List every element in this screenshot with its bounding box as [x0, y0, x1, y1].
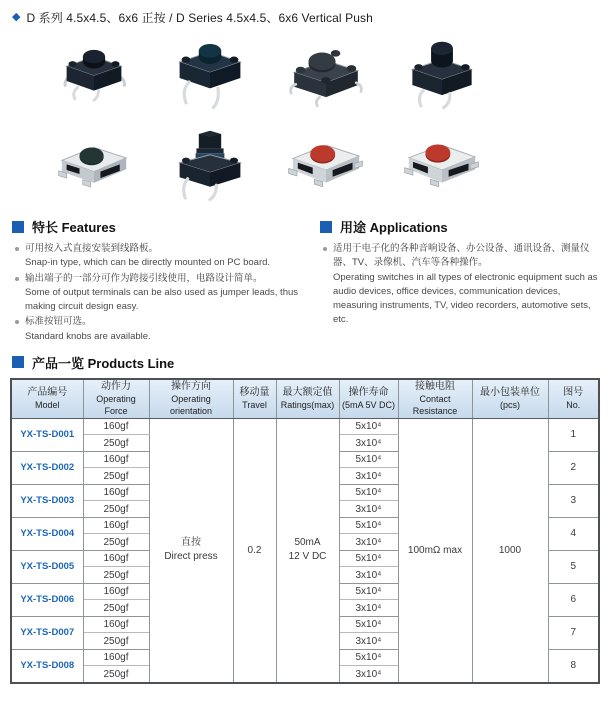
model-cell: YX-TS-D003: [11, 484, 83, 517]
applications-heading-text: 用途 Applications: [340, 220, 448, 235]
life-cell: 5x10⁴: [339, 517, 398, 534]
feature-cn: 可用按入式直接安装到线路板。: [25, 243, 159, 254]
application-item: [320, 242, 598, 328]
figure-no-cell: 7: [548, 616, 599, 649]
package-cell: 1000: [472, 418, 548, 683]
col-header-travel: 移动量 Travel: [233, 379, 276, 419]
force-cell: 250gf: [83, 600, 149, 617]
tact-switch-icon: [170, 127, 250, 205]
switch-photo-8: [384, 122, 500, 210]
force-cell: 160gf: [83, 649, 149, 666]
col-header-orientation: 操作方向 Operating orientation: [149, 379, 233, 419]
figure-no-cell: 6: [548, 583, 599, 616]
ratings-line2: 12 V DC: [288, 551, 327, 563]
travel-cell: 0.2: [233, 418, 276, 683]
table-row: [11, 418, 599, 435]
figure-no-cell: 2: [548, 451, 599, 484]
switch-photo-3: [268, 34, 384, 122]
ratings-line1: 50mA: [294, 536, 321, 548]
force-cell: 160gf: [83, 451, 149, 468]
life-cell: 5x10⁴: [339, 484, 398, 501]
force-cell: 250gf: [83, 567, 149, 584]
features-heading: [12, 217, 308, 236]
product-gallery: [10, 34, 598, 210]
life-cell: 3x10⁴: [339, 600, 398, 617]
page-title-text: D 系列 4.5x4.5、6x6 正按 / D Series 4.5x4.5、6x6 Vertical Push: [26, 10, 373, 25]
life-cell: 5x10⁴: [339, 649, 398, 666]
life-cell: 5x10⁴: [339, 616, 398, 633]
force-cell: 160gf: [83, 550, 149, 567]
switch-photo-5: [36, 122, 152, 210]
figure-no-cell: 5: [548, 550, 599, 583]
bullet-icon: [323, 247, 327, 251]
application-cn: 适用于电子化的各种音响设备、办公设备、通讯设备、测量仪器、TV、录像机、汽车等各种操作。: [333, 243, 590, 269]
switch-photo-2: [152, 34, 268, 122]
force-cell: 250gf: [83, 633, 149, 650]
feature-en: Snap-in type, which can be directly mounted on PC board.: [25, 257, 271, 269]
model-cell: YX-TS-D008: [11, 649, 83, 683]
applications-heading: [320, 217, 598, 236]
life-cell: 3x10⁴: [339, 666, 398, 683]
feature-item: [12, 242, 308, 271]
force-cell: 250gf: [83, 666, 149, 683]
model-cell: YX-TS-D006: [11, 583, 83, 616]
model-cell: YX-TS-D005: [11, 550, 83, 583]
table-header-row: [11, 379, 599, 419]
orientation-cn: 直按: [181, 536, 201, 548]
switch-photo-6: [152, 122, 268, 210]
orientation-en: Direct press: [164, 551, 218, 563]
tact-switch-icon: [403, 41, 481, 115]
blue-square-icon: [320, 221, 332, 233]
blue-square-icon: [12, 221, 24, 233]
col-header-life: 操作寿命 (5mA 5V DC): [339, 379, 398, 419]
blue-square-icon: [12, 356, 24, 368]
model-cell: YX-TS-D002: [11, 451, 83, 484]
feature-item: [12, 272, 308, 315]
force-cell: 160gf: [83, 583, 149, 600]
force-cell: 250gf: [83, 468, 149, 485]
page-title: [10, 8, 598, 26]
life-cell: 3x10⁴: [339, 501, 398, 518]
col-header-no: 图号 No.: [548, 379, 599, 419]
life-cell: 5x10⁴: [339, 550, 398, 567]
gallery-row-2: [10, 122, 598, 210]
force-cell: 250gf: [83, 534, 149, 551]
life-cell: 3x10⁴: [339, 567, 398, 584]
products-heading-text: 产品一览 Products Line: [32, 355, 175, 371]
tact-switch-icon: [284, 132, 368, 200]
model-cell: YX-TS-D001: [11, 418, 83, 451]
col-header-model: 产品编号 Model: [11, 379, 83, 419]
products-line-heading: [12, 353, 598, 372]
life-cell: 3x10⁴: [339, 468, 398, 485]
bullet-icon: [15, 277, 19, 281]
tact-switch-icon: [400, 132, 484, 200]
resistance-cell: 100mΩ max: [398, 418, 472, 683]
life-cell: 5x10⁴: [339, 451, 398, 468]
feature-item: [12, 315, 308, 344]
figure-no-cell: 4: [548, 517, 599, 550]
figure-no-cell: 8: [548, 649, 599, 683]
feature-cn: 输出端子的一部分可作为跨接引线使用，电路设计简单。: [25, 272, 263, 284]
products-table: [10, 378, 600, 684]
tact-switch-icon: [57, 44, 131, 112]
tact-switch-icon: [53, 133, 135, 199]
application-en: Operating switches in all types of electronic equipment such as audio devices, office devices, communication devices, measuring instruments, TV, video recorders, automotive sets, etc.: [333, 271, 598, 326]
diamond-bullet-icon: ◆: [12, 10, 21, 23]
force-cell: 160gf: [83, 418, 149, 435]
col-header-ratings: 最大额定值 Ratings(max): [276, 379, 339, 419]
life-cell: 3x10⁴: [339, 633, 398, 650]
bullet-icon: [15, 320, 19, 324]
bullet-icon: [15, 247, 19, 251]
col-header-resistance: 接触电阻 Contact Resistance: [398, 379, 472, 419]
force-cell: 160gf: [83, 616, 149, 633]
features-section: [10, 214, 308, 345]
gallery-row-1: [10, 34, 598, 122]
feature-en: Standard knobs are available.: [25, 330, 151, 342]
switch-photo-4: [384, 34, 500, 122]
figure-no-cell: 3: [548, 484, 599, 517]
feature-cn: 标准按钮可选。: [25, 316, 92, 328]
info-columns: [10, 214, 598, 345]
force-cell: 250gf: [83, 501, 149, 518]
force-cell: 160gf: [83, 484, 149, 501]
col-header-package: 最小包装单位 (pcs): [472, 379, 548, 419]
switch-photo-7: [268, 122, 384, 210]
figure-no-cell: 1: [548, 418, 599, 451]
feature-en: Some of output terminals can be also used as jumper leads, thus making circuit design easy.: [25, 286, 299, 312]
applications-section: [308, 214, 598, 345]
force-cell: 160gf: [83, 517, 149, 534]
features-heading-text: 特长 Features: [32, 220, 116, 235]
orientation-cell: [149, 418, 233, 683]
tact-switch-icon: [170, 40, 250, 116]
model-cell: YX-TS-D007: [11, 616, 83, 649]
ratings-cell: [276, 418, 339, 683]
life-cell: 5x10⁴: [339, 418, 398, 435]
life-cell: 5x10⁴: [339, 583, 398, 600]
life-cell: 3x10⁴: [339, 435, 398, 452]
model-cell: YX-TS-D004: [11, 517, 83, 550]
force-cell: 250gf: [83, 435, 149, 452]
col-header-force: 动作力 Operating Force: [83, 379, 149, 419]
life-cell: 3x10⁴: [339, 534, 398, 551]
tact-switch-icon: [286, 43, 366, 113]
switch-photo-1: [36, 34, 152, 122]
